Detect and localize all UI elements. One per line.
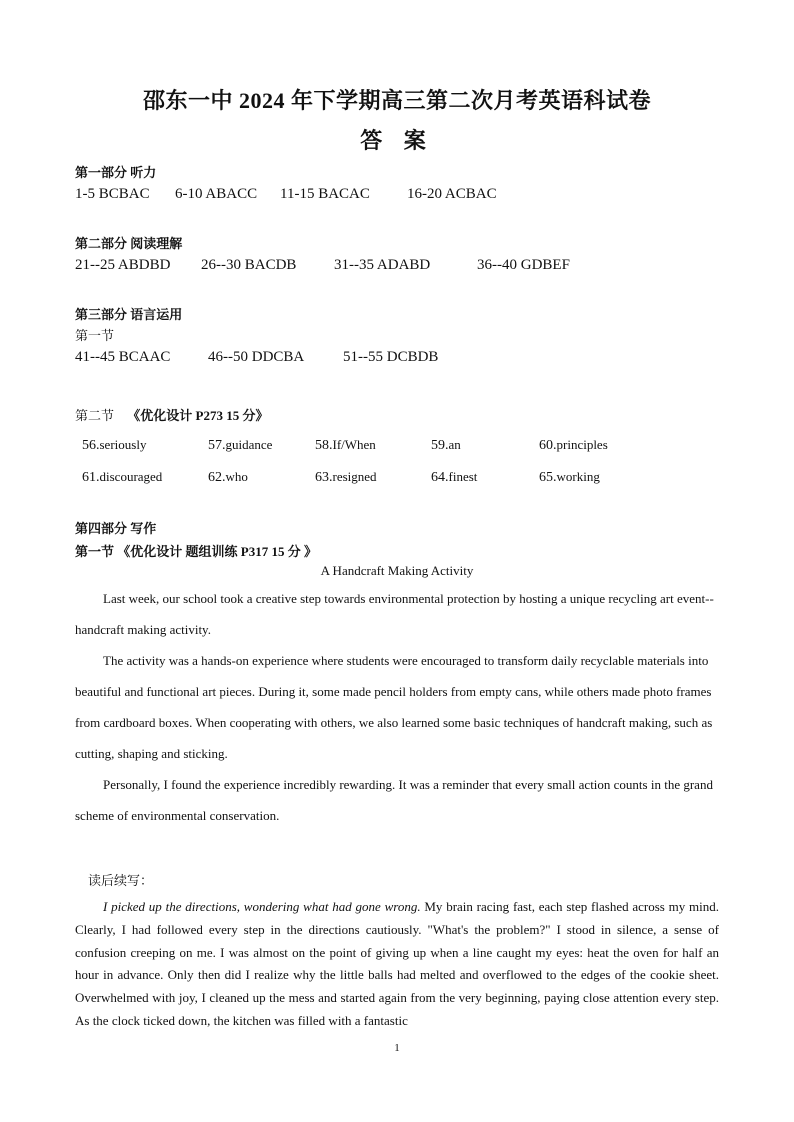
fill-in-item [208,437,272,454]
item-number: 57. [208,438,226,453]
answer-group: 16-20 ACBAC [407,186,497,202]
part3-heading: 第三部分 语言运用 [75,307,183,322]
item-number: 62. [208,470,226,485]
section2-note: 《优化设计 P273 15 分》 [127,408,269,423]
essay-paragraph: Personally, I found the experience incredibly rewarding. It was a reminder that every small action counts in the grand scheme of environmental conservation. [75,777,713,823]
item-word: who [225,469,248,484]
essay-body [75,583,719,831]
fill-in-item [431,437,461,454]
fill-in-item [315,437,376,454]
item-number: 60. [539,438,557,453]
essay-title: A Handcraft Making Activity [320,563,474,578]
answer-group: 11-15 BACAC [280,186,370,202]
item-word: finest [448,469,478,484]
answer-group: 46--50 DDCBA [208,349,305,365]
answer-group: 1-5 BCBAC [75,186,150,202]
item-word: If/When [332,437,376,452]
essay-paragraph: Last week, our school took a creative step towards environmental protection by hosting a unique recycling art event--handcraft making activity. [75,591,714,637]
fill-in-item [431,469,477,486]
item-word: principles [556,437,608,452]
answer-group: 41--45 BCAAC [75,349,171,365]
continuation-label-text: 读后续写： [88,873,154,888]
fill-in-item [315,469,377,486]
answer-group: 6-10 ABACC [175,186,258,202]
answer-group: 26--30 BACDB [201,257,297,273]
continuation-writing [75,896,719,1033]
answer-group: 31--35 ADABD [334,257,431,273]
item-word: an [448,437,461,452]
item-word: resigned [332,469,377,484]
fill-in-item [82,469,162,486]
section2-label: 第二节 [75,408,115,423]
item-number: 56. [82,438,100,453]
fill-in-item [82,437,146,454]
item-number: 58. [315,438,333,453]
item-number: 65. [539,470,557,485]
item-number: 64. [431,470,449,485]
page-number: 1 [394,1042,400,1054]
item-word: guidance [225,437,273,452]
continuation-lead: I picked up the directions, wondering what had gone wrong. [103,899,421,914]
fill-in-item [208,469,248,486]
document-subtitle: 答 案 [360,128,434,153]
item-word: discouraged [99,469,163,484]
part3-section1-label: 第一节 [75,328,115,343]
answer-group: 36--40 GDBEF [477,257,570,273]
part2-heading: 第二部分 阅读理解 [75,236,183,251]
part4-heading: 第四部分 写作 [75,521,157,536]
essay-paragraph: The activity was a hands-on experience where students were encouraged to transform daily recyclable materials into beautiful and functional art pieces. During it, some made pencil holders from empty cans, while others made photo frames from cardboard boxes. When cooperating with others, we also learned some basic techniques of handcraft making, such as cutting, shaping and sticking. [75,653,713,761]
continuation-text: My brain racing fast, each step flashed across my mind. Clearly, I had followed every step in the directions cautiously. "What's the problem?" I stood in silence, a sense of confusion creeping on me. I was almost on the point of giving up when a line caught my eyes: heat the oven for half an hour in advance. Only then did I realize why the little balls had melted and overflowed to the edges of the cookie sheet. Overwhelmed with joy, I cleaned up the mess and started again from the very beginning, paying close attention every step. As the clock ticked down, the kitchen was filled with a fantastic [75,899,720,1028]
document-title: 邵东一中 2024 年下学期高三第二次月考英语科试卷 [142,88,651,113]
item-word: working [556,469,600,484]
fill-in-item [539,469,600,486]
item-number: 63. [315,470,333,485]
item-number: 61. [82,470,100,485]
item-word: seriously [99,437,147,452]
part4-section1-heading: 第一节 《优化设计 题组训练 P317 15 分 》 [75,544,317,559]
part3-section2-heading [75,405,268,424]
part1-heading: 第一部分 听力 [75,165,157,180]
item-number: 59. [431,438,449,453]
answer-group: 21--25 ABDBD [75,257,171,273]
continuation-label [88,870,153,889]
answer-group: 51--55 DCBDB [343,349,439,365]
continuation-paragraph [75,896,719,1033]
fill-in-item [539,437,608,454]
